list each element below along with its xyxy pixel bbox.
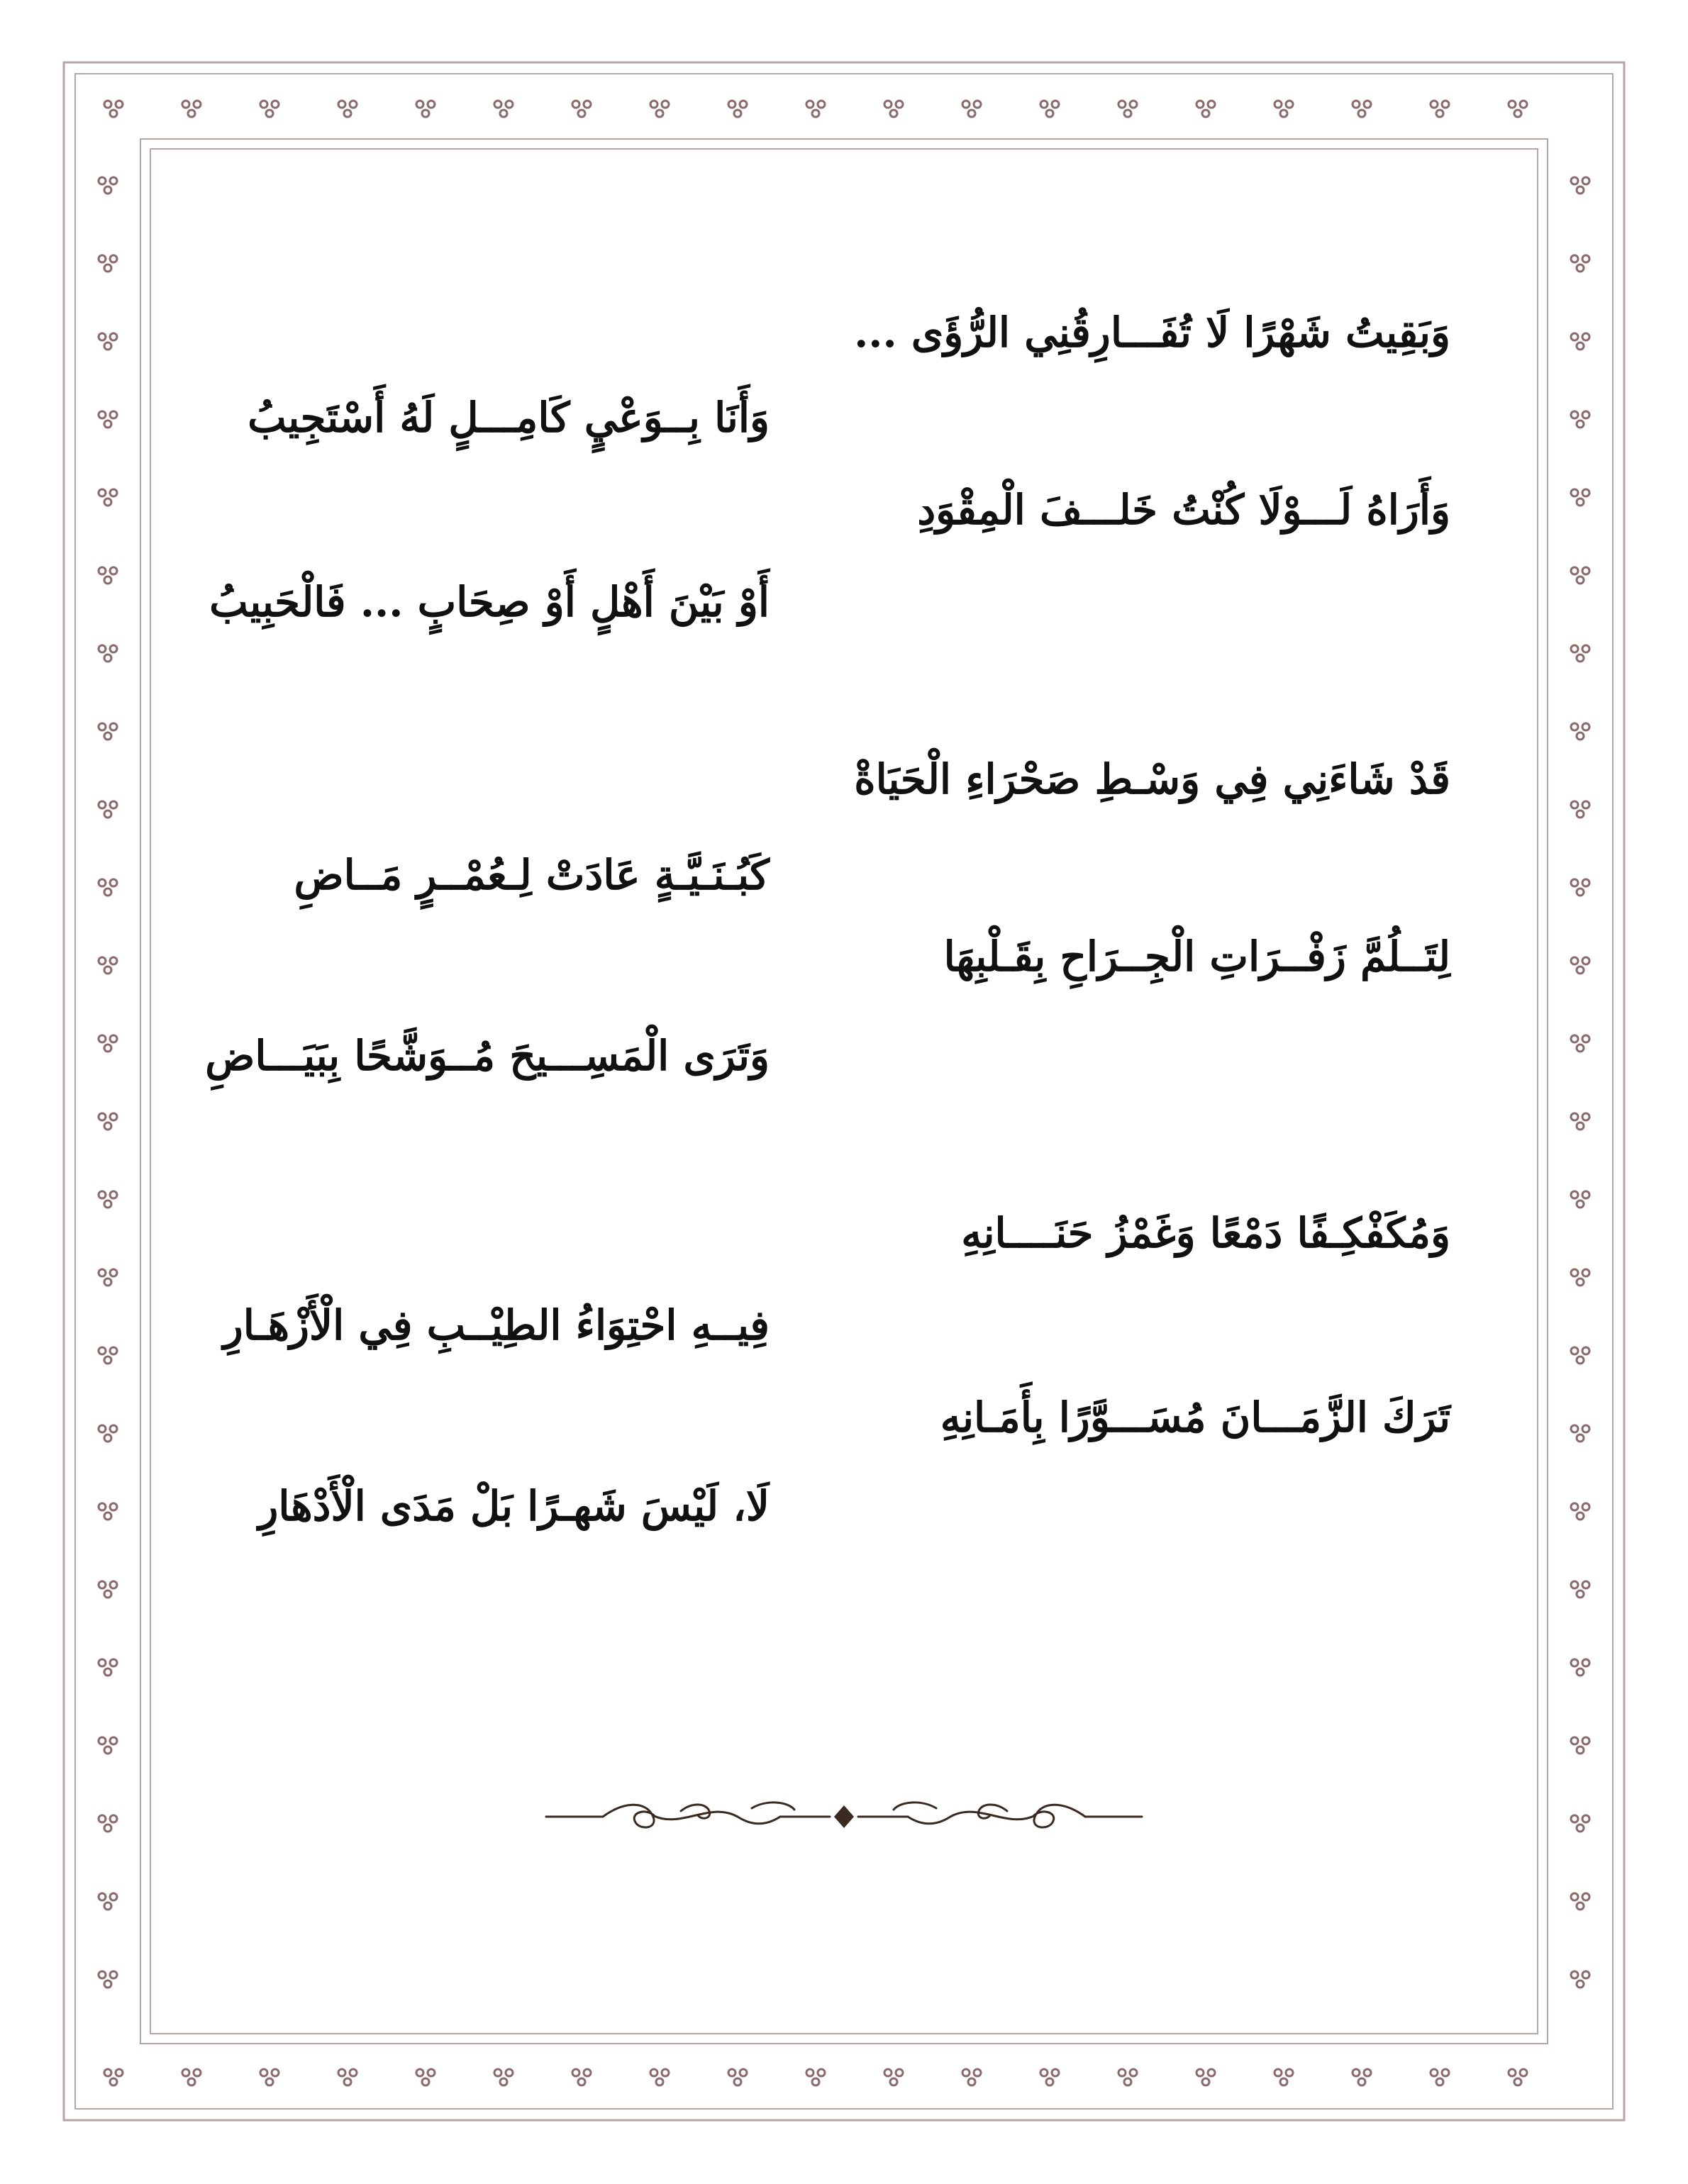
border-dot <box>1582 1113 1589 1120</box>
border-dot <box>104 966 111 974</box>
border-dot <box>1040 101 1048 108</box>
border-dot <box>272 2069 279 2076</box>
border-dot <box>1571 1815 1578 1822</box>
border-dot <box>104 1278 111 1286</box>
border-dot <box>110 1269 117 1276</box>
border-dot <box>1520 2069 1527 2076</box>
border-dot <box>740 2069 747 2076</box>
border-dot <box>1571 1191 1578 1198</box>
border-dot <box>1196 2069 1204 2076</box>
border-dot <box>104 888 111 896</box>
border-dot <box>99 1815 106 1822</box>
border-dot <box>428 101 435 108</box>
border-dot <box>110 1659 117 1666</box>
border-dot <box>99 1191 106 1198</box>
border-dot <box>99 801 106 808</box>
border-dot <box>99 723 106 730</box>
border-dot <box>110 1113 117 1120</box>
border-dot <box>1358 2078 1365 2085</box>
border-dot <box>1582 1191 1589 1198</box>
border-dot <box>110 333 117 340</box>
border-dot <box>110 567 117 574</box>
border-dot <box>1582 1737 1589 1744</box>
border-dot <box>1353 101 1360 108</box>
poem-stanza3-line4: لَا، لَيْسَ شَهـرًا بَلْ مَدَى الْأَدْهَارِ <box>258 1482 770 1530</box>
border-dot <box>99 489 106 496</box>
border-dot <box>1118 2069 1126 2076</box>
border-dot <box>1571 1737 1578 1744</box>
border-dot <box>428 2069 435 2076</box>
border-dot <box>99 1269 106 1276</box>
border-dot <box>806 2069 814 2076</box>
poem-stanza2-line2: كَبُـنَـيَّـةٍ عَادَتْ لِـعُمْــرٍ مَــاضِ <box>294 851 770 899</box>
border-dot <box>968 110 975 117</box>
border-dot <box>272 101 279 108</box>
border-dot <box>110 801 117 808</box>
border-dot <box>194 2069 201 2076</box>
border-dot <box>104 101 111 108</box>
border-dot <box>104 1746 111 1754</box>
border-dot <box>99 1971 106 1978</box>
border-dot <box>1571 1113 1578 1120</box>
border-dot <box>1571 957 1578 964</box>
border-dot <box>99 1035 106 1042</box>
poem-stanza3-line1: وَمُكَفْكِـفًا دَمْعًا وَغَمْزُ حَنَــــانِهِ <box>961 1209 1450 1257</box>
border-dot <box>1582 879 1589 886</box>
border-dot <box>500 110 507 117</box>
border-dot <box>1280 110 1287 117</box>
border-dot <box>99 177 106 184</box>
border-dot <box>1582 1269 1589 1276</box>
border-dot <box>104 1512 111 1520</box>
border-dot <box>572 2069 579 2076</box>
border-dot <box>1280 2078 1287 2085</box>
border-dot <box>1286 101 1293 108</box>
border-dot <box>1571 255 1578 262</box>
border-dot <box>1577 342 1584 350</box>
border-dot <box>962 2069 970 2076</box>
border-dot <box>1582 1425 1589 1432</box>
border-dot <box>116 2069 123 2076</box>
border-dot <box>734 2078 741 2085</box>
border-dot <box>416 101 423 108</box>
border-dot <box>1353 2069 1360 2076</box>
border-dot <box>110 723 117 730</box>
border-dot <box>110 177 117 184</box>
border-dot <box>104 1824 111 1832</box>
border-dot <box>1130 2069 1137 2076</box>
border-dot <box>1208 101 1215 108</box>
border-dot <box>1052 2069 1059 2076</box>
border-dot <box>110 879 117 886</box>
poem-stanza1-line1: وَبَقِيتُ شَهْرًا لَا تُفَـــارِقُنِي الرُّؤَى ... <box>854 308 1450 357</box>
border-dot <box>1040 2069 1048 2076</box>
border-dot <box>99 1659 106 1666</box>
border-dot <box>572 101 579 108</box>
border-dot <box>1582 177 1589 184</box>
border-dot <box>350 2069 357 2076</box>
border-dot <box>968 2078 975 2085</box>
border-dot <box>104 186 111 194</box>
border-dot <box>1514 2078 1521 2085</box>
border-dot <box>1275 101 1282 108</box>
border-dot <box>104 1668 111 1676</box>
border-dot <box>1582 1815 1589 1822</box>
border-dot <box>1571 1503 1578 1510</box>
border-dot <box>104 1122 111 1130</box>
border-dot <box>99 957 106 964</box>
border-dot <box>806 101 814 108</box>
poem-stanza1-line4: أَوْ بَيْنَ أَهْلٍ أَوْ صِحَابٍ ... فَالْحَبِيبُ <box>209 578 770 626</box>
border-dot <box>1436 110 1443 117</box>
border-dot <box>1577 966 1584 974</box>
border-dot <box>1577 1902 1584 1910</box>
border-dot <box>338 101 345 108</box>
border-dot <box>1124 110 1131 117</box>
border-dot <box>1577 264 1584 272</box>
border-dot <box>104 654 111 662</box>
border-dot <box>656 110 663 117</box>
border-dot <box>344 110 351 117</box>
border-dot <box>1577 1980 1584 1988</box>
border-dot <box>896 101 903 108</box>
border-dot <box>662 2069 669 2076</box>
border-dot <box>1577 810 1584 818</box>
border-dot <box>1571 1893 1578 1900</box>
border-dot <box>110 411 117 418</box>
border-dot <box>1577 420 1584 428</box>
border-dot <box>422 110 429 117</box>
border-dot <box>110 1581 117 1588</box>
border-dot <box>99 1893 106 1900</box>
flourish-divider-ornament <box>539 1787 1149 1844</box>
border-dot <box>974 2069 981 2076</box>
border-dot <box>818 2069 825 2076</box>
border-dot <box>194 101 201 108</box>
border-dot <box>110 2078 117 2085</box>
border-dot <box>104 732 111 740</box>
border-dot <box>974 101 981 108</box>
border-dot <box>110 489 117 496</box>
border-dot <box>104 2069 111 2076</box>
border-dot <box>884 2069 892 2076</box>
border-dot <box>99 1503 106 1510</box>
border-dot <box>890 110 897 117</box>
border-dot <box>110 255 117 262</box>
border-dot <box>188 110 195 117</box>
border-dot <box>338 2069 345 2076</box>
border-dot <box>1358 110 1365 117</box>
border-dot <box>1364 2069 1371 2076</box>
border-dot <box>1202 110 1209 117</box>
border-dot <box>416 2069 423 2076</box>
border-dot <box>740 101 747 108</box>
poem-stanza2-line1: قَدْ شَاءَنِي فِي وَسْـطِ صَحْرَاءِ الْحَيَاةْ <box>854 755 1450 803</box>
border-dot <box>1509 101 1516 108</box>
border-dot <box>1577 1824 1584 1832</box>
border-dot <box>1571 567 1578 574</box>
border-dot <box>104 1902 111 1910</box>
border-dot <box>99 1737 106 1744</box>
border-dot <box>1582 411 1589 418</box>
border-dot <box>1208 2069 1215 2076</box>
border-dot <box>104 420 111 428</box>
border-dot <box>1571 1581 1578 1588</box>
border-dot <box>110 1347 117 1354</box>
border-dot <box>99 879 106 886</box>
border-dot <box>890 2078 897 2085</box>
border-dot <box>1052 101 1059 108</box>
border-dot <box>104 576 111 584</box>
border-dot <box>1571 1269 1578 1276</box>
border-dot <box>1046 110 1053 117</box>
border-dot <box>99 411 106 418</box>
border-dot <box>1571 411 1578 418</box>
border-dot <box>1577 576 1584 584</box>
border-dot <box>1582 1581 1589 1588</box>
border-dot <box>422 2078 429 2085</box>
border-dot <box>1571 879 1578 886</box>
border-dot <box>1571 645 1578 652</box>
border-dot <box>1571 1425 1578 1432</box>
border-dot <box>494 2069 501 2076</box>
border-dot <box>99 255 106 262</box>
border-dot <box>104 1044 111 1052</box>
border-dot <box>1582 1659 1589 1666</box>
border-dot <box>104 264 111 272</box>
border-dot <box>1582 255 1589 262</box>
border-dot <box>1577 1434 1584 1442</box>
border-dot <box>1577 654 1584 662</box>
poem-stanza1-line2: وَأَنَا بِــوَعْيٍ كَامِـــلٍ لَهُ أَسْتَجِيبُ <box>248 394 770 442</box>
border-dot <box>1582 801 1589 808</box>
border-dot <box>1577 1746 1584 1754</box>
border-dot <box>1571 489 1578 496</box>
border-dot <box>500 2078 507 2085</box>
border-dot <box>1571 1659 1578 1666</box>
border-dot <box>578 110 585 117</box>
border-dot <box>188 2078 195 2085</box>
border-dot <box>1514 110 1521 117</box>
border-dot <box>110 1971 117 1978</box>
border-dot <box>110 645 117 652</box>
border-dot <box>104 1980 111 1988</box>
border-dot <box>1577 1668 1584 1676</box>
border-dot <box>1275 2069 1282 2076</box>
border-dot <box>728 2069 735 2076</box>
border-dot <box>1202 2078 1209 2085</box>
poem-stanza2-line4: وَتَرَى الْمَسِـــيحَ مُــوَشَّحًا بِبَيَـــاضِ <box>205 1032 770 1080</box>
border-dot <box>1577 1356 1584 1364</box>
border-dot <box>1577 1590 1584 1598</box>
border-dot <box>1582 957 1589 964</box>
border-dot <box>1118 101 1126 108</box>
border-dot <box>650 101 657 108</box>
border-dot <box>1124 2078 1131 2085</box>
border-dot <box>728 101 735 108</box>
border-dot <box>1571 1971 1578 1978</box>
poem-stanza1-line3: وَأَرَاهُ لَـــوْلَا كُنْتُ خَلـــفَ الْمِقْوَدِ <box>917 486 1450 534</box>
border-dot <box>104 1590 111 1598</box>
border-dot <box>110 1737 117 1744</box>
border-dot <box>812 2078 819 2085</box>
border-dot <box>116 101 123 108</box>
border-dot <box>1577 1278 1584 1286</box>
border-dot <box>260 2069 267 2076</box>
border-dot <box>104 342 111 350</box>
border-dot <box>1577 888 1584 896</box>
border-dot <box>1582 1503 1589 1510</box>
border-dot <box>1571 801 1578 808</box>
border-dot <box>656 2078 663 2085</box>
border-dot <box>578 2078 585 2085</box>
border-dot <box>1571 177 1578 184</box>
border-dot <box>1286 2069 1293 2076</box>
border-dot <box>1571 1035 1578 1042</box>
border-dot <box>99 645 106 652</box>
border-dot <box>1577 1122 1584 1130</box>
border-dot <box>99 333 106 340</box>
border-dot <box>99 1113 106 1120</box>
border-dot <box>1577 732 1584 740</box>
poem-stanza3-line3: تَرَكَ الزَّمَـــانَ مُسَـــوَّرًا بِأَمَـانِهِ <box>940 1393 1450 1442</box>
border-dot <box>99 567 106 574</box>
border-dot <box>1571 333 1578 340</box>
border-dot <box>104 1434 111 1442</box>
border-dot <box>182 101 189 108</box>
border-dot <box>110 1035 117 1042</box>
border-dot <box>104 498 111 506</box>
border-dot <box>1577 1512 1584 1520</box>
border-dot <box>1577 186 1584 194</box>
border-dot <box>1582 1893 1589 1900</box>
border-dot <box>1046 2078 1053 2085</box>
border-dot <box>104 1356 111 1364</box>
border-dot <box>1431 2069 1438 2076</box>
border-dot <box>110 1425 117 1432</box>
border-dot <box>1442 101 1449 108</box>
border-dot <box>1364 101 1371 108</box>
border-dot <box>506 2069 513 2076</box>
border-dot <box>344 2078 351 2085</box>
border-dot <box>1509 2069 1516 2076</box>
border-dot <box>104 810 111 818</box>
border-dot <box>110 110 117 117</box>
border-dot <box>1520 101 1527 108</box>
border-dot <box>884 101 892 108</box>
border-dot <box>1571 723 1578 730</box>
border-dot <box>266 110 273 117</box>
border-dot <box>1571 1347 1578 1354</box>
border-dot <box>99 1581 106 1588</box>
border-dot <box>350 101 357 108</box>
border-dot <box>99 1347 106 1354</box>
border-dot <box>812 110 819 117</box>
border-dot <box>260 101 267 108</box>
border-dot <box>662 101 669 108</box>
border-dot <box>1582 1035 1589 1042</box>
border-dot <box>962 101 970 108</box>
border-dot <box>734 110 741 117</box>
border-dot <box>818 101 825 108</box>
border-dot <box>110 1893 117 1900</box>
border-dot <box>104 1200 111 1208</box>
border-dot <box>110 1815 117 1822</box>
border-dot <box>1582 723 1589 730</box>
border-dot <box>1431 101 1438 108</box>
border-dot <box>1130 101 1137 108</box>
poem-stanza3-line2: فِيــهِ احْتِوَاءُ الطِيْــبِ فِي الْأَزْهَـارِ <box>223 1301 770 1349</box>
border-dot <box>1582 645 1589 652</box>
border-dot <box>1577 498 1584 506</box>
border-dot <box>1442 2069 1449 2076</box>
border-dot <box>99 1425 106 1432</box>
border-dot <box>494 101 501 108</box>
border-dot <box>1577 1200 1584 1208</box>
border-dot <box>650 2069 657 2076</box>
border-dot <box>896 2069 903 2076</box>
border-dot <box>266 2078 273 2085</box>
border-dot <box>1582 333 1589 340</box>
border-dot <box>1436 2078 1443 2085</box>
border-dot <box>1582 1347 1589 1354</box>
border-dot <box>110 1503 117 1510</box>
border-dot <box>1582 1971 1589 1978</box>
border-dot <box>584 101 591 108</box>
border-dot <box>584 2069 591 2076</box>
border-dot <box>110 1191 117 1198</box>
border-dot <box>1196 101 1204 108</box>
border-dot <box>506 101 513 108</box>
border-dot <box>1577 1044 1584 1052</box>
poem-stanza2-line3: لِتَــلُمَّ زَفْــرَاتِ الْجِــرَاحِ بِقَـلْبِهَا <box>943 932 1450 981</box>
border-dot <box>1582 489 1589 496</box>
border-dot <box>1582 567 1589 574</box>
border-dot <box>110 957 117 964</box>
border-dot <box>182 2069 189 2076</box>
